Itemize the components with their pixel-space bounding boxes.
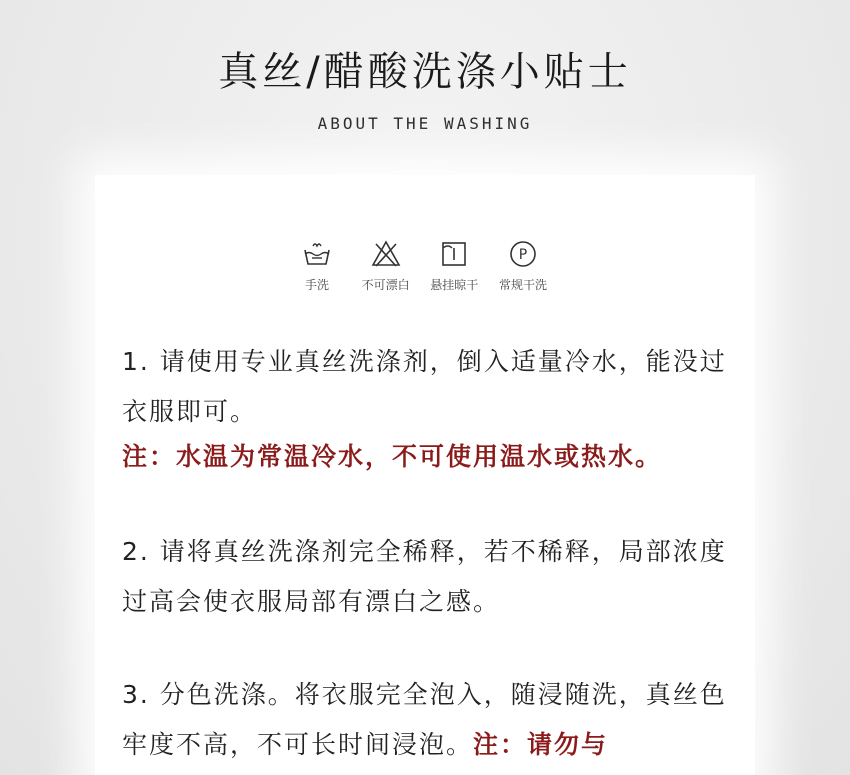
care-label: 手洗 (304, 278, 329, 292)
care-label: 不可漂白 (361, 278, 410, 292)
hand-wash-icon (301, 238, 333, 270)
care-item-hand-wash (285, 238, 349, 293)
page-title: 真丝/醋酸洗涤小贴士 (218, 49, 632, 95)
page-subtitle: ABOUT THE WASHING (317, 114, 533, 133)
care-label: 悬挂晾干 (430, 278, 479, 292)
instruction-1-note: 注：水温为常温冷水，不可使用温水或热水。 (122, 442, 663, 471)
care-icons-row (285, 238, 555, 293)
instruction-3 (122, 670, 732, 770)
no-bleach-icon (370, 238, 402, 270)
care-item-dry-clean (491, 238, 555, 293)
svg-text:P: P (518, 247, 528, 263)
care-label: 常规干洗 (498, 278, 547, 292)
care-item-hang-dry (422, 238, 486, 293)
hang-dry-icon (438, 238, 470, 270)
care-item-no-bleach (354, 238, 418, 293)
instruction-3-text: 3. 分色洗涤。将衣服完全泡入，随浸随洗，真丝色牢度不高，不可长时间浸泡。 (122, 680, 727, 759)
instruction-3-note: 注：请勿与 (473, 730, 609, 759)
dry-clean-icon (507, 238, 539, 270)
instruction-2: 2. 请将真丝洗涤剂完全稀释，若不稀释，局部浓度过高会使衣服局部有漂白之感。 (122, 537, 727, 616)
instruction-1: 1. 请使用专业真丝洗涤剂，倒入适量冷水，能没过衣服即可。 (122, 347, 727, 426)
